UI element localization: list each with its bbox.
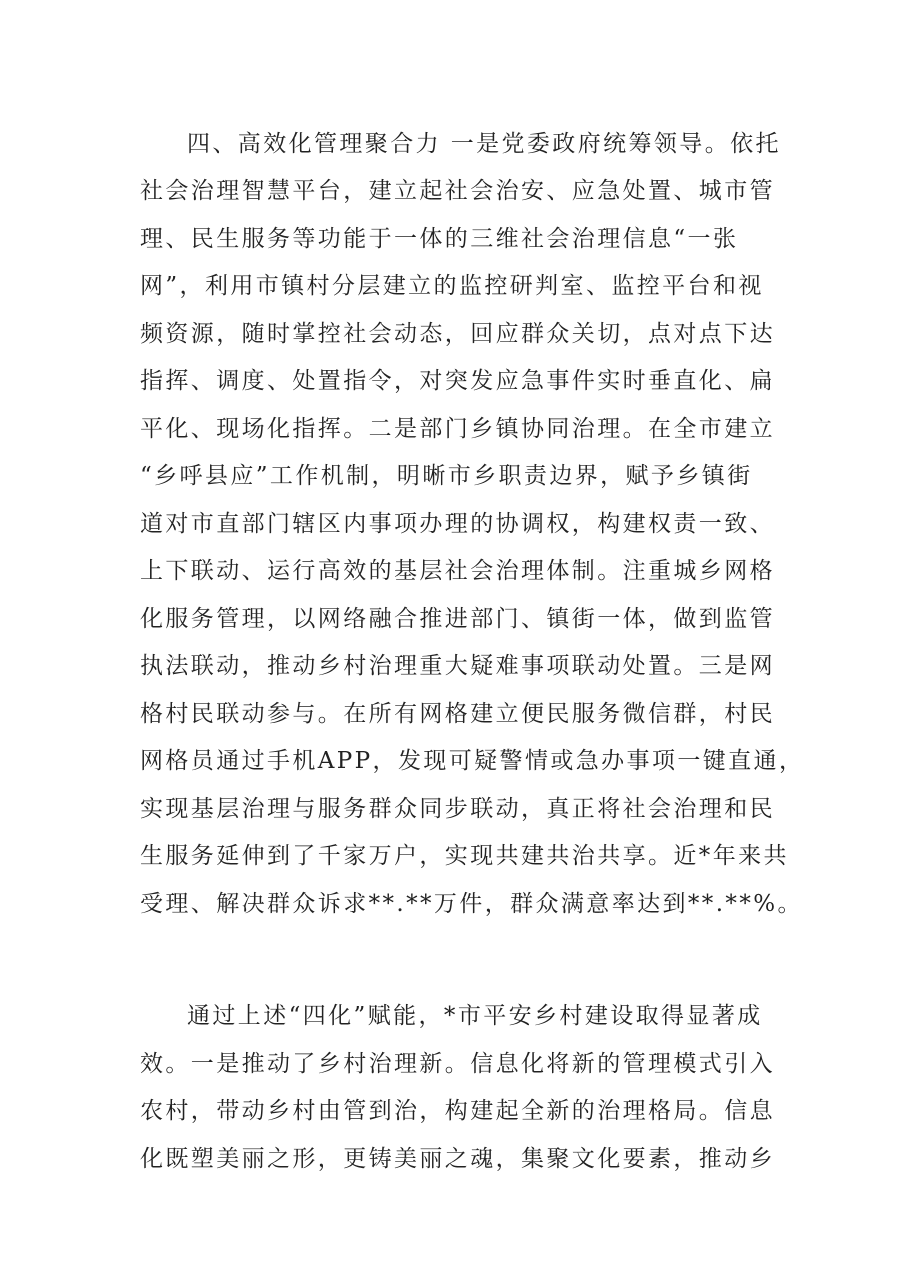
paragraph-line: 格村民联动参与。在所有网格建立便民服务微信群，村民 <box>140 701 775 727</box>
paragraph-line: 化既塑美丽之形，更铸美丽之魂，集聚文化要素，推动乡 <box>140 1146 775 1172</box>
paragraph-line: 农村，带动乡村由管到治，构建起全新的治理格局。信息 <box>140 1098 775 1124</box>
paragraph-line: 效。一是推动了乡村治理新。信息化将新的管理模式引入 <box>140 1051 775 1077</box>
paragraph-line: 网”，利用市镇村分层建立的监控研判室、监控平台和视 <box>140 273 764 299</box>
paragraph-line: 生服务延伸到了千家万户，实现共建共治共享。近*年来共 <box>140 843 789 869</box>
paragraph-line: 执法联动，推动乡村治理重大疑难事项联动处置。三是网 <box>140 653 775 679</box>
paragraph-line: 频资源，随时掌控社会动态，回应群众关切，点对点下达 <box>140 321 775 347</box>
paragraph-line: 理、民生服务等功能于一体的三维社会治理信息“一张 <box>140 226 739 252</box>
paragraph-line: 上下联动、运行高效的基层社会治理体制。注重城乡网格 <box>140 558 775 584</box>
paragraph-line: 通过上述“四化”赋能，*市平安乡村建设取得显著成 <box>187 1003 763 1029</box>
paragraph-line: 化服务管理，以网络融合推进部门、镇街一体，做到监管 <box>140 606 775 632</box>
paragraph-line: 指挥、调度、处置指令，对突发应急事件实时垂直化、扁 <box>140 368 775 394</box>
paragraph-line: 网格员通过手机APP，发现可疑警情或急办事项一键直通， <box>140 748 805 774</box>
paragraph-line: 受理、解决群众诉求**.**万件，群众满意率达到**.**%。 <box>140 891 803 917</box>
paragraph-line: 实现基层治理与服务群众同步联动，真正将社会治理和民 <box>140 796 775 822</box>
paragraph-line: 平化、现场化指挥。二是部门乡镇协同治理。在全市建立 <box>140 416 775 442</box>
paragraph-line: 社会治理智慧平台，建立起社会治安、应急处置、城市管 <box>140 178 775 204</box>
paragraph-line: 四、高效化管理聚合力 一是党委政府统筹领导。依托 <box>187 131 781 157</box>
paragraph-line: “乡呼县应”工作机制，明晰市乡职责边界，赋予乡镇街 <box>140 463 753 489</box>
paragraph-line: 道对市直部门辖区内事项办理的协调权，构建权责一致、 <box>140 511 775 537</box>
